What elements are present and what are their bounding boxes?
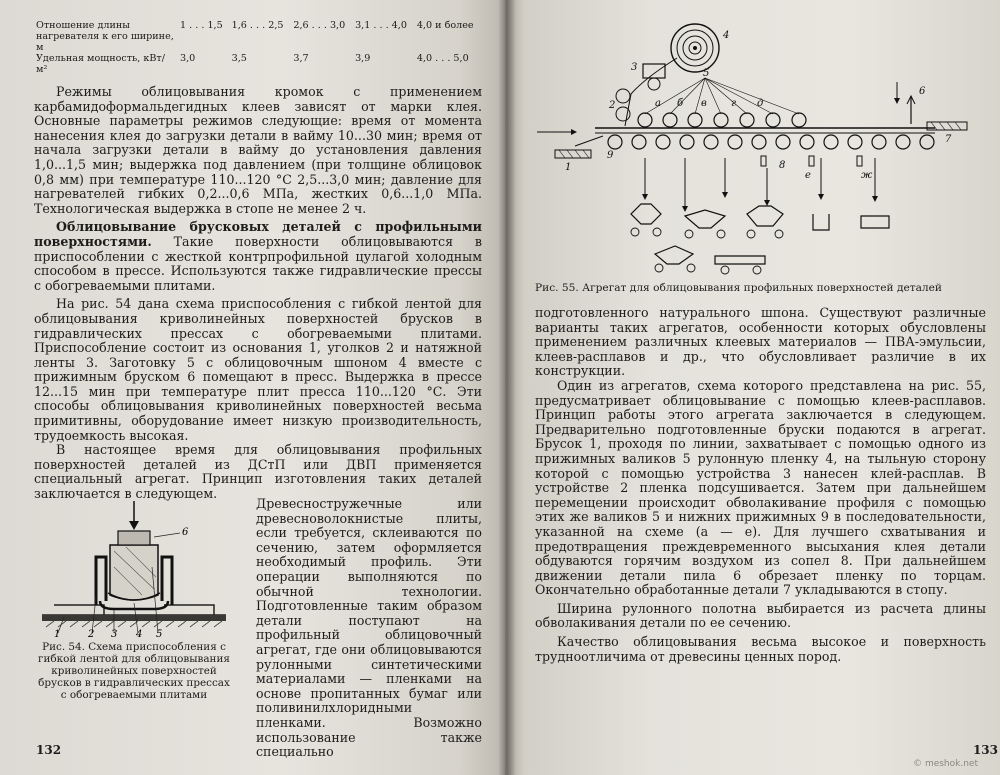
paragraph: Ширина рулонного полотна выбирается из расчета длины обволакивания детали по ее сечению. (535, 600, 986, 631)
fig55-label: г (731, 98, 737, 109)
fig55-label: ж (861, 170, 873, 181)
fig54-drawing (34, 497, 234, 637)
table-row-label: Удельная мощность, кВт/м² (36, 53, 165, 75)
table-cell: 3,0 (180, 53, 196, 64)
fig55-label: е (805, 170, 811, 181)
fig54-caption: Рис. 54. Схема приспособления с гибкой лентой для облицовывания криволинейных поверхностей брусков в гидравлических прессах с обогреваемыми плитами (38, 641, 230, 701)
table-cell: 1 . . . 1,5 (180, 20, 223, 31)
table-row (34, 20, 482, 53)
paragraph-text: Такие поверхности облицовываются в приспособлении с жесткой контрпрофильной цулагой холодным способом в прессе. Используются также гидравлические прессы с обогреваемыми плитами. (34, 233, 482, 293)
paragraph: Один из агрегатов, схема которого представлена на рис. 55, предусматривает облицовывание с помощью клеев-расплавов. Принцип работы этого агрегата заключается в следующем. Предварительно подготовленные бруски подаются в агрегат. Брусок 1, проходя по линии, захватывает с помощью одного из прижимных валиков 5 рулонную пленку 4, на тыльную сторону которой с помощью устройства 3 нанесен клей-расплав. В устройстве 2 пленка подсушивается. Затем при дальнейшем перемещении происходит обволакивание профиля с помощью этих же валиков 5 и нижних прижимных 9 в последовательности, указанной на схеме (а — е). Для лучшего схватывания и предотвращения преждевременного высыхания клея детали обдуваются горячим воздухом из сопел 8. При дальнейшем движении детали пила 6 обрезает пленку по торцам. Окончательно обработанные детали 7 укладываются в стопу. (535, 377, 986, 598)
table-cell: 2,6 . . . 3,0 (293, 20, 346, 31)
right-page (505, 0, 1000, 775)
fig54-label: 2 (88, 629, 95, 637)
fig55-label: 8 (779, 160, 786, 171)
bold-heading: Облицовывание брусковых деталей с профильными поверхностями. (34, 219, 482, 249)
fig55-label: б (677, 98, 684, 109)
fig55-label: 7 (945, 134, 952, 145)
table-row-label: Отношение длины нагревателя к его ширине, м (36, 20, 174, 53)
figure-55 (535, 18, 985, 280)
heater-power-table (34, 20, 482, 75)
book-gutter (498, 0, 516, 775)
table-cell: 4,0 . . . 5,0 (416, 53, 469, 64)
fig55-label: в (701, 98, 707, 109)
paragraph: На рис. 54 дана схема приспособления с гибкой лентой для облицовывания криволинейных поверхностей брусков в гидравлических прессах с обогреваемыми плитами. Приспособление состоит из основания 1, уголков 2 и натяжной ленты 3. Заготовку 5 с облицовочным шпоном 4 вместе с прижимным бруском 6 помещают в пресс. Выдержка в прессе 12...15 мин при температуре плит пресса 110...120 °С. Эти способы облицовывания криволинейных поверхностей весьма примитивны, оборудование имеет низкую производительность, трудоемкость высокая. (34, 296, 482, 443)
table-cell: 1,6 . . . 2,5 (231, 20, 284, 31)
fig55-label: а (655, 98, 661, 109)
fig54-label: 1 (54, 629, 61, 637)
paragraph (34, 220, 482, 293)
fig55-caption: Рис. 55. Агрегат для облицовывания профильных поверхностей деталей (535, 282, 942, 294)
fig54-label: 3 (111, 629, 118, 637)
table-cell: 4,0 и более (416, 20, 474, 31)
paragraph: подготовленного натурального шпона. Существуют различные варианты таких агрегатов, особенности которых обусловлены применением различных клеевых материалов — ПВА-эмульсии, клеев-расплавов и др., что обусловливает различие в их конструкции. (535, 305, 986, 379)
fig54-label: 5 (156, 629, 163, 637)
fig55-label: 6 (919, 86, 926, 97)
fig54-label: 4 (136, 629, 143, 637)
wrapped-text-block (256, 497, 482, 760)
fig55-label: 2 (609, 100, 616, 111)
table-cell: 3,5 (231, 53, 247, 64)
paragraph: Режимы облицовывания кромок с применением карбамидоформальдегидных клеев зависят от марки клея. Основные параметры режимов следующие: время от момента нанесения клея до загрузки детали в вайму 10...30 мин; время от начала загрузки детали в вайму до установления давления 1,0...1,5 мин; выдержка под давлением (при толщине облицовок 0,8 мм) при температуре 110...120 °С 2,5...3,0 мин; давление для нагревателей гибких 0,2...0,6 МПа, жестких 0,6...1,0 МПа. Технологическая выдержка в стопе не менее 2 ч. (34, 84, 482, 216)
page-number: 132 (36, 743, 62, 757)
table-cell: 3,9 (355, 53, 371, 64)
paragraph: Древесностружечные или древесноволокнистые плиты, если требуется, склеиваются по сечению, затем оформляется необходимый профиль. Эти операции выполняются по обычной технологии. Подготовленные таким образом детали поступают на профильный облицовочный агрегат, где они облицовываются рулонными синтетическими материалами — пленками на основе пропитанных бумаг или поливинилхлоридными пленками. Возможно использование также специально (256, 496, 482, 760)
fig55-label: д (757, 98, 764, 109)
figure-54 (34, 497, 234, 701)
fig54-label: 6 (182, 527, 189, 538)
paragraph: В настоящее время для облицовывания профильных поверхностей деталей из ДСтП или ДВП применяется специальный агрегат. Принцип изготовления таких деталей заключается в следующем. (34, 442, 482, 502)
fig55-label: 3 (631, 62, 638, 73)
fig55-label: 5 (703, 68, 710, 79)
fig55-label: 1 (565, 162, 572, 173)
fig55-label: 4 (723, 30, 730, 41)
fig55-label: 9 (607, 150, 614, 161)
watermark: © meshok.net (913, 759, 978, 769)
page-number: 133 (972, 743, 998, 757)
table-row (34, 53, 482, 75)
table-cell: 3,7 (293, 53, 309, 64)
table-cell: 3,1 . . . 4,0 (355, 20, 407, 31)
paragraph: Качество облицовывания весьма высокое и поверхность трудноотличима от древесины ценных пород. (535, 634, 986, 664)
